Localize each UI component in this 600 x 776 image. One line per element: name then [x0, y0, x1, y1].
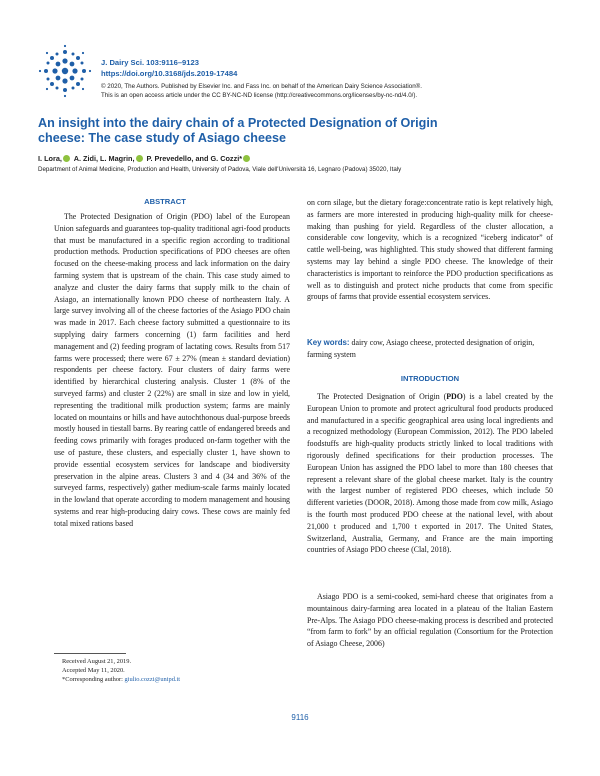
- author-group: P. Prevedello, and G. Cozzi*: [146, 154, 243, 163]
- accepted-date: Accepted May 11, 2020.: [62, 667, 125, 674]
- introduction-paragraph: Asiago PDO is a semi-cooked, semi-hard cheese that originates from a mountainous dairy-farming area located in a plateau of the Italian Eastern Pre-Alps. The Asiago PDO cheese-making process is described and protected “from farm to fork” by an official regulation (Consortium for the Protection of Asiago Cheese, 2006): [307, 592, 553, 649]
- paragraph-text: ) is a label created by the European Union to promote and protect agricultural food products produced and manufactured in a specific geographical area using local ingredients and a recognized methodology (European Commission, 2012). The PDO labeled foodstuffs are high-quality products strictly linked to local traditions with rigorously defined specifications for their production processes. The European Union has assigned the PDO label to more than 180 cheeses that represent a relevant share of the global cheese market. Italy is the country with the largest number of registered PDO cheeses, which include 50 different varieties (DOOR, 2018). Among those made from cow milk, Asiago is the fourth most produced PDO cheese at the national level, with about 21,000 t produced and 1,700 t exported in 2017. The United States, Switzerland, Australia, Germany, and France are the main importing countries of Asiago PDO cheese (Clal, 2018).: [307, 392, 553, 555]
- keywords: [307, 337, 553, 361]
- keywords-list: dairy cow, Asiago cheese, protected designation of origin, farming system: [307, 338, 535, 359]
- affiliation: Department of Animal Medicine, Production and Health, University of Padova, Viale dell'Università 16, Legnaro (Padova) 35020, Italy: [38, 166, 402, 173]
- footnotes: [62, 657, 180, 684]
- copyright-line: © 2020, The Authors. Published by Elsevier Inc. and Fass Inc. on behalf of the American Dairy Science Association®.: [101, 83, 422, 90]
- abstract-text-right: on corn silage, but the dietary forage:concentrate ratio is kept relatively high, as farmers are more interested in producing high-quality milk for cheese-making than pushing for yield. Regardless of the cluster allocation, a considerable cow longevity, which is a recognized “iceberg indicator” of cattle well-being, was highlighted. This study showed that different farming systems may lay behind a single PDO cheese. The knowledge of their characteristics is important to reinforce the PDO production specifications as well as to distinguish and protect niche products that come from specific groups of farms that provide essential ecosystem services.: [307, 198, 553, 302]
- corresponding-author: [62, 675, 180, 684]
- author-group: I. Lora,: [38, 154, 62, 163]
- introduction-heading: INTRODUCTION: [400, 374, 460, 383]
- asds-journal-logo-icon: [38, 44, 92, 98]
- corresponding-email-link[interactable]: giulio.cozzi@unipd.it: [124, 676, 181, 683]
- article-title: An insight into the dairy chain of a Protected Designation of Origin cheese: The case study of Asiago cheese: [38, 116, 438, 145]
- footnote-divider: [54, 653, 126, 654]
- paragraph-text: The Protected Designation of Origin (: [317, 392, 447, 401]
- author-group: A. Zidi, L. Magrin,: [73, 154, 135, 163]
- doi-link[interactable]: https://doi.org/10.3168/jds.2019-17484: [101, 69, 238, 78]
- page-number: 9116: [291, 713, 309, 722]
- author-list: [38, 154, 252, 163]
- copyright-notice: [101, 82, 422, 100]
- introduction-paragraph: [307, 391, 553, 556]
- orcid-icon[interactable]: [243, 155, 250, 162]
- corresponding-label: *Corresponding author:: [62, 676, 125, 683]
- received-date: Received August 21, 2019.: [62, 658, 132, 665]
- orcid-icon[interactable]: [136, 155, 143, 162]
- orcid-icon[interactable]: [63, 155, 70, 162]
- pdo-abbreviation: PDO: [446, 392, 463, 401]
- license-line: This is an open access article under the CC BY-NC-ND license (http://creativecommons.org/licenses/by-nc-nd/4.0/).: [101, 92, 418, 99]
- keywords-label: Key words:: [307, 338, 350, 347]
- abstract-text-left: The Protected Designation of Origin (PDO) label of the European Union safeguards and guarantees top-quality traditional agri-food products that must be manufactured in a specific region according to traditional production methods. Production specifications of PDO cheeses are often focused on the cheese-making process and lack information on the dairy farming system that is upstream of the chain. This case study aimed to analyze and cluster the dairy farms that supply milk to the chain of Asiago, an internationally known PDO cheese of northeastern Italy. A large survey involving all of the cheese factories of the Asiago PDO chain was made in 2017. Each cheese factory submitted a questionnaire to its supplying dairy farmers concerning (1) farm facilities and herd management and (2) feeding program of lactating cows. Results from 517 farms were processed; there were 67 ± 27% (mean ± standard deviation) respondents per cheese factory. Four clusters of dairy farms were identified by hierarchical clustering analysis. Cluster 1 (8% of the surveyed farms) and cluster 2 (22%) are small in size and low in yield, representing the traditional milk production system; farms are mainly located on mountains or hills and have autochthonous dual-purpose breeds mostly housed in tiestall barns. By rearing cattle of endangered breeds and feeding cows primarily with forages produced on-farm together with the use of pasture, these clusters, and especially cluster 1, have shown to provide essential ecosystem services for landscape and biodiversity preservation in the alpine areas. Clusters 3 and 4 (34 and 36% of the surveyed farms, respectively) gather medium-scale farms mainly located in the lowland that operate according to modern management and housing systems and rear high-producing dairy cows. These cows are mainly fed total mixed rations based: [54, 212, 290, 528]
- journal-reference: J. Dairy Sci. 103:9116–9123: [101, 58, 199, 67]
- abstract-heading: ABSTRACT: [144, 197, 186, 206]
